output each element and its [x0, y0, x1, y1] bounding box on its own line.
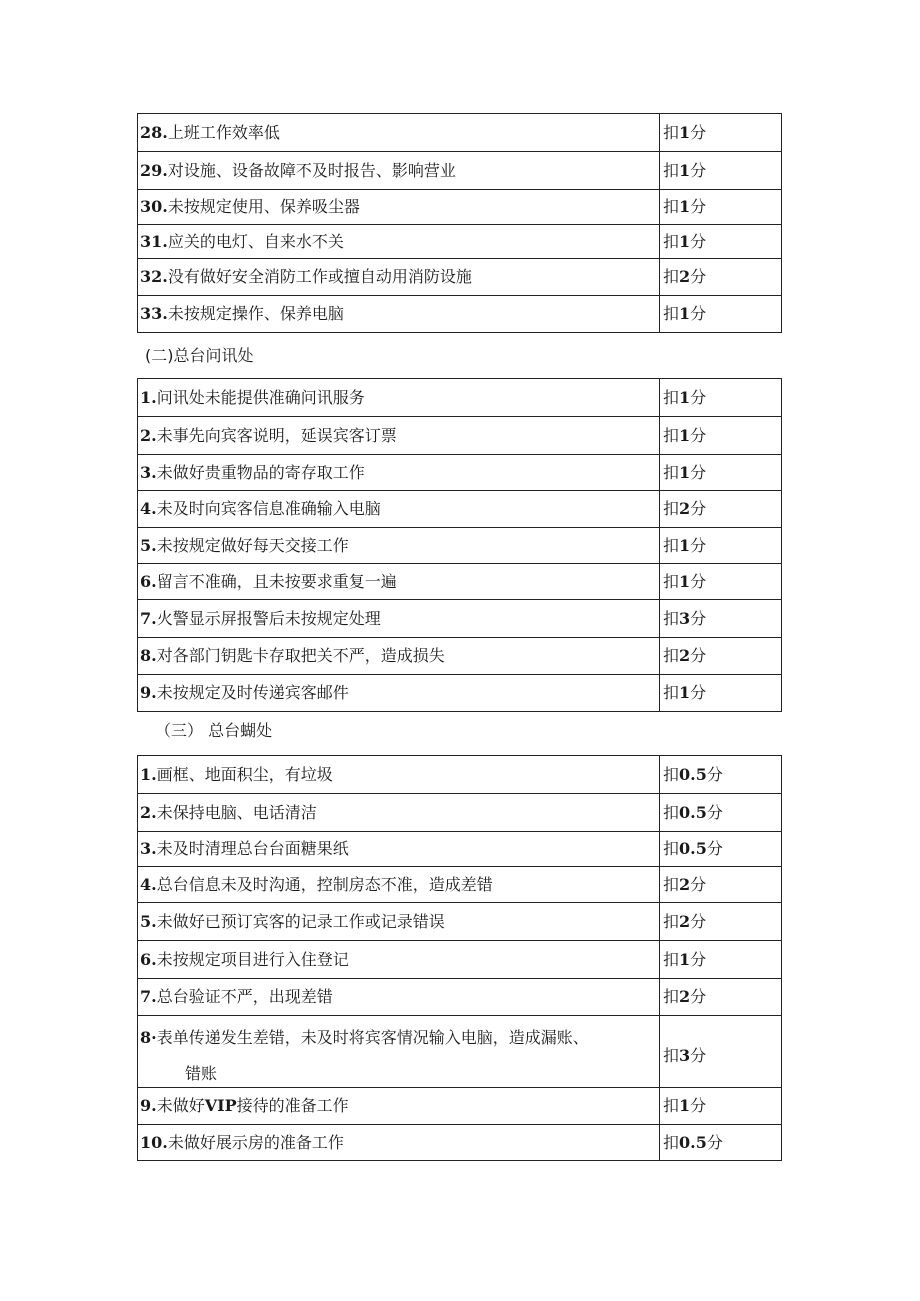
item-number: 28. — [140, 122, 168, 142]
points-cell — [660, 491, 782, 528]
item-cell — [138, 867, 660, 903]
item-cell — [138, 564, 660, 600]
points-prefix: 扣 — [663, 462, 680, 482]
table-row — [138, 1088, 782, 1125]
points-prefix: 扣 — [663, 387, 680, 407]
points-cell — [660, 867, 782, 903]
table-row — [138, 417, 782, 455]
points-value: 0.5 — [679, 839, 707, 858]
points-suffix: 分 — [690, 874, 707, 894]
points-suffix: 分 — [690, 499, 707, 518]
points-value: 2 — [679, 646, 691, 665]
points-suffix: 分 — [690, 535, 707, 555]
item-number: 3. — [140, 462, 157, 482]
item-number: 29. — [140, 160, 168, 180]
item-text: 问讯处未能提供准确问讯服务 — [156, 387, 365, 407]
item-text: 未做好贵重物品的寄存取工作 — [156, 462, 365, 482]
points-prefix: 扣 — [663, 425, 680, 445]
item-cell — [138, 225, 660, 259]
points-cell — [660, 455, 782, 491]
item-cell — [138, 379, 660, 417]
item-cell — [138, 1016, 660, 1088]
item-text: 应关的电灯、自来水不关 — [167, 231, 344, 251]
section-heading-front-desk-inquiry: (二)总台问讯处 — [145, 346, 254, 365]
points-value: 1 — [679, 571, 691, 591]
item-text: 未按规定操作、保养电脑 — [167, 304, 344, 323]
points-suffix: 分 — [690, 425, 707, 445]
points-prefix: 扣 — [663, 1096, 680, 1115]
item-text: 对设施、设备故障不及时报告、影响营业 — [167, 160, 456, 180]
points-value: 3 — [679, 608, 691, 628]
points-value: 2 — [679, 911, 691, 931]
points-suffix: 分 — [690, 122, 707, 142]
points-cell — [660, 979, 782, 1016]
item-text: 未及时向宾客信息准确输入电脑 — [156, 499, 381, 518]
item-text: 未做好 — [156, 1096, 205, 1115]
points-value: 1 — [679, 304, 691, 323]
item-cell — [138, 491, 660, 528]
points-suffix: 分 — [690, 683, 707, 702]
points-value: 1 — [679, 462, 691, 482]
table-row — [138, 1125, 782, 1161]
item-number: 30. — [140, 197, 168, 216]
points-value: 0.5 — [679, 764, 707, 784]
points-suffix: 分 — [690, 231, 707, 251]
points-prefix: 扣 — [663, 646, 680, 665]
item-number: 8. — [140, 646, 157, 665]
item-text: 未按规定项目进行入住登记 — [156, 949, 349, 969]
item-text: 未做好展示房的准备工作 — [167, 1132, 344, 1152]
item-text: 对各部门钥匙卡存取把关不严，造成损失 — [156, 646, 445, 665]
item-number: 6. — [140, 571, 157, 591]
item-cell — [138, 259, 660, 296]
item-cell — [138, 455, 660, 491]
item-number: 6. — [140, 949, 157, 969]
item-text: 表单传递发生差错，未及时将宾客情况输入电脑，造成漏账、 — [156, 1027, 589, 1047]
table-row — [138, 756, 782, 794]
item-text: 上班工作效率低 — [167, 122, 280, 142]
table-row — [138, 638, 782, 675]
points-value: 2 — [679, 874, 691, 894]
item-number: 2. — [140, 802, 157, 822]
points-cell — [660, 225, 782, 259]
points-cell — [660, 190, 782, 225]
item-cell — [138, 756, 660, 794]
item-number: 32. — [140, 267, 168, 286]
points-cell — [660, 941, 782, 979]
item-cell — [138, 417, 660, 455]
table-row — [138, 528, 782, 564]
table-row — [138, 190, 782, 225]
points-prefix: 扣 — [663, 683, 680, 702]
table-row — [138, 903, 782, 941]
points-cell — [660, 114, 782, 152]
points-prefix: 扣 — [663, 1132, 680, 1152]
table-row — [138, 296, 782, 333]
item-number: 1. — [140, 764, 157, 784]
penalty-table-front-desk-reception — [137, 755, 782, 1161]
table-row — [138, 152, 782, 190]
item-cell — [138, 794, 660, 832]
points-prefix: 扣 — [663, 122, 680, 142]
item-number: 2. — [140, 425, 157, 445]
points-value: 1 — [679, 160, 691, 180]
item-number: 5. — [140, 911, 157, 931]
points-prefix: 扣 — [663, 764, 680, 784]
points-suffix: 分 — [690, 608, 707, 628]
item-text: 火警显示屏报警后未按规定处理 — [156, 608, 381, 628]
points-prefix: 扣 — [663, 1045, 680, 1065]
points-suffix: 分 — [690, 160, 707, 180]
points-value: 1 — [679, 122, 691, 142]
points-cell — [660, 379, 782, 417]
points-prefix: 扣 — [663, 231, 680, 251]
points-suffix: 分 — [706, 839, 723, 858]
item-cell — [138, 114, 660, 152]
points-suffix: 分 — [690, 646, 707, 665]
points-suffix: 分 — [706, 764, 723, 784]
points-cell — [660, 675, 782, 712]
item-cell — [138, 903, 660, 941]
item-text: 未保持电脑、电话清洁 — [156, 802, 317, 822]
points-value: 1 — [679, 425, 691, 445]
points-suffix: 分 — [690, 571, 707, 591]
points-prefix: 扣 — [663, 267, 680, 286]
item-cell — [138, 296, 660, 333]
item-number: 9. — [140, 1096, 157, 1115]
points-cell — [660, 564, 782, 600]
points-value: 1 — [679, 387, 691, 407]
points-value: 2 — [679, 267, 691, 286]
table-row — [138, 491, 782, 528]
item-cell — [138, 979, 660, 1016]
table-row — [138, 114, 782, 152]
item-text: 总台验证不严，出现差错 — [156, 987, 333, 1006]
points-suffix: 分 — [690, 197, 707, 216]
table-row — [138, 979, 782, 1016]
points-cell — [660, 903, 782, 941]
item-number: 9. — [140, 683, 157, 702]
item-number: 5. — [140, 535, 157, 555]
item-cell — [138, 1088, 660, 1125]
table-row — [138, 867, 782, 903]
item-text: 留言不准确，且未按要求重复一遍 — [156, 571, 397, 591]
points-prefix: 扣 — [663, 160, 680, 180]
points-value: 2 — [679, 499, 691, 518]
table-row — [138, 600, 782, 638]
points-prefix: 扣 — [663, 839, 680, 858]
item-cell — [138, 832, 660, 867]
item-number: 8· — [140, 1027, 157, 1047]
points-cell — [660, 794, 782, 832]
points-value: 1 — [679, 535, 691, 555]
points-prefix: 扣 — [663, 874, 680, 894]
item-text: 未按规定使用、保养吸尘器 — [167, 197, 360, 216]
points-prefix: 扣 — [663, 802, 680, 822]
table-row — [138, 941, 782, 979]
points-cell — [660, 1125, 782, 1161]
points-suffix: 分 — [690, 911, 707, 931]
points-cell — [660, 417, 782, 455]
table-row — [138, 675, 782, 712]
points-cell — [660, 1016, 782, 1088]
points-suffix: 分 — [690, 987, 707, 1006]
points-cell — [660, 528, 782, 564]
item-text: 未按规定及时传递宾客邮件 — [156, 683, 349, 702]
table-row — [138, 455, 782, 491]
points-value: 3 — [679, 1045, 691, 1065]
points-suffix: 分 — [706, 1132, 723, 1152]
points-value: 1 — [679, 949, 691, 969]
points-suffix: 分 — [690, 267, 707, 286]
penalty-table-front-desk-inquiry — [137, 378, 782, 712]
item-cell — [138, 941, 660, 979]
points-suffix: 分 — [690, 462, 707, 482]
item-text: 未做好已预订宾客的记录工作或记录错误 — [156, 911, 445, 931]
item-text: 没有做好安全消防工作或擅自动用消防设施 — [167, 267, 472, 286]
penalty-table-housekeeping — [137, 113, 782, 333]
points-value: 1 — [679, 231, 691, 251]
points-cell — [660, 638, 782, 675]
item-text: 未按规定做好每天交接工作 — [156, 535, 349, 555]
item-cell — [138, 600, 660, 638]
item-text-vip: VIP — [204, 1096, 237, 1115]
section-heading-front-desk-reception: （三） 总台蝴处 — [155, 721, 273, 740]
item-number: 4. — [140, 874, 157, 894]
item-text: 总台信息未及时沟通，控制房态不准，造成差错 — [156, 874, 493, 894]
points-suffix: 分 — [690, 949, 707, 969]
item-number: 1. — [140, 387, 157, 407]
table-row — [138, 794, 782, 832]
points-suffix: 分 — [690, 1096, 707, 1115]
points-cell — [660, 756, 782, 794]
table-row — [138, 564, 782, 600]
points-value: 0.5 — [679, 1132, 707, 1152]
points-prefix: 扣 — [663, 608, 680, 628]
item-text: 画框、地面积尘，有垃圾 — [156, 764, 333, 784]
points-value: 1 — [679, 1096, 691, 1115]
item-text: 未及时清理总台台面糖果纸 — [156, 839, 349, 858]
points-cell — [660, 296, 782, 333]
points-prefix: 扣 — [663, 949, 680, 969]
table-row — [138, 379, 782, 417]
item-text: 接待的准备工作 — [236, 1096, 349, 1115]
table-row — [138, 832, 782, 867]
points-cell — [660, 152, 782, 190]
points-value: 2 — [679, 987, 691, 1006]
item-cell — [138, 638, 660, 675]
points-prefix: 扣 — [663, 987, 680, 1006]
points-cell — [660, 832, 782, 867]
points-value: 0.5 — [679, 802, 707, 822]
item-number: 3. — [140, 839, 157, 858]
item-cell — [138, 528, 660, 564]
item-number: 7. — [140, 987, 157, 1006]
item-cell — [138, 190, 660, 225]
points-cell — [660, 259, 782, 296]
points-value: 1 — [679, 683, 691, 702]
points-suffix: 分 — [690, 387, 707, 407]
points-suffix: 分 — [690, 1045, 707, 1065]
item-number: 10. — [140, 1132, 168, 1152]
points-cell — [660, 1088, 782, 1125]
item-cell — [138, 152, 660, 190]
table-row — [138, 225, 782, 259]
points-prefix: 扣 — [663, 197, 680, 216]
points-value: 1 — [679, 197, 691, 216]
points-suffix: 分 — [690, 304, 707, 323]
points-cell — [660, 600, 782, 638]
points-prefix: 扣 — [663, 911, 680, 931]
table-row — [138, 259, 782, 296]
points-prefix: 扣 — [663, 304, 680, 323]
item-cell — [138, 675, 660, 712]
points-prefix: 扣 — [663, 571, 680, 591]
item-number: 4. — [140, 499, 157, 518]
item-number: 33. — [140, 304, 168, 323]
item-text: 未事先向宾客说明，延误宾客订票 — [156, 425, 397, 445]
item-cell — [138, 1125, 660, 1161]
item-text-continued: 错账 — [185, 1063, 218, 1083]
points-suffix: 分 — [706, 802, 723, 822]
points-prefix: 扣 — [663, 499, 680, 518]
item-number: 31. — [140, 231, 168, 251]
table-row — [138, 1016, 782, 1088]
points-prefix: 扣 — [663, 535, 680, 555]
item-number: 7. — [140, 608, 157, 628]
